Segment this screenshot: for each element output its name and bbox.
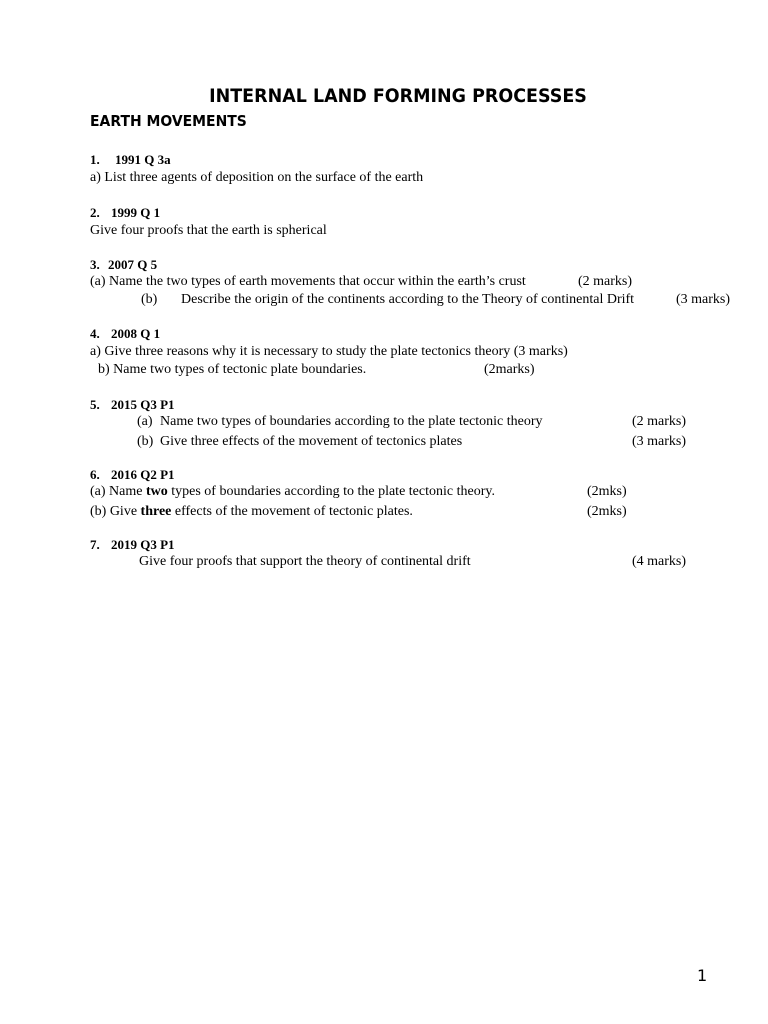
question-part-b-marks: (2marks) <box>484 362 535 377</box>
question-number: 5. <box>90 397 100 412</box>
section-heading: EARTH MOVEMENTS <box>90 112 247 130</box>
question-source: 2007 Q 5 <box>108 257 158 272</box>
question-source: 2008 Q 1 <box>111 326 161 341</box>
question-part-b-label: (b) <box>137 434 154 449</box>
question-part-a-text: (a) Name the two types of earth movements that occur within the earth’s crust <box>90 274 526 289</box>
question-number: 6. <box>90 467 100 482</box>
page-number: 1 <box>697 966 708 985</box>
question-part-a-text: a) Give three reasons why it is necessary to study the plate tectonics theory (3 marks) <box>90 344 568 359</box>
question-part-b-text: b) Name two types of tectonic plate boundaries. <box>98 362 367 377</box>
question-part-b-text <box>90 503 413 521</box>
question-number: 3. <box>90 257 100 272</box>
question-part-b-text-start: (b) Give <box>90 504 141 519</box>
question-part-a-emphasis: two <box>145 484 168 499</box>
question-part-b-marks: (2mks) <box>587 504 627 519</box>
page-title: INTERNAL LAND FORMING PROCESSES <box>209 85 587 107</box>
question-part-b-emphasis: three <box>140 504 172 519</box>
question-number: 7. <box>90 537 100 552</box>
question-source: 1991 Q 3a <box>115 152 171 167</box>
question-text: Give four proofs that the earth is spherical <box>90 223 327 238</box>
question-text: a) List three agents of deposition on the surface of the earth <box>90 170 424 185</box>
question-marks: (4 marks) <box>632 554 687 569</box>
question-part-b-text: Give three effects of the movement of tectonics plates <box>160 434 463 449</box>
question-part-a-text: Name two types of boundaries according to the plate tectonic theory <box>160 414 543 429</box>
question-number: 2. <box>90 205 100 220</box>
question-source: 2015 Q3 P1 <box>111 397 175 412</box>
question-part-a-text <box>90 483 495 501</box>
question-part-b-text-end: effects of the movement of tectonic plates. <box>171 504 413 519</box>
question-part-b-marks: (3 marks) <box>676 292 731 307</box>
question-part-a-text-start: (a) Name <box>90 484 146 499</box>
question-source: 2016 Q2 P1 <box>111 467 175 482</box>
question-part-b-marks: (3 marks) <box>632 434 687 449</box>
question-part-a-marks: (2 marks) <box>578 274 633 289</box>
question-number: 1. <box>90 152 100 167</box>
question-part-a-marks: (2 marks) <box>632 414 687 429</box>
question-part-b-label: (b) <box>141 292 158 307</box>
question-part-a-marks: (2mks) <box>587 484 627 499</box>
question-part-a-label: (a) <box>137 414 153 429</box>
question-part-b-text: Describe the origin of the continents according to the Theory of continental Drift <box>181 292 635 307</box>
question-number: 4. <box>90 326 100 341</box>
question-source: 1999 Q 1 <box>111 205 161 220</box>
question-part-a-text-end: types of boundaries according to the plate tectonic theory. <box>167 484 495 499</box>
question-source: 2019 Q3 P1 <box>111 537 175 552</box>
question-text: Give four proofs that support the theory of continental drift <box>139 554 471 569</box>
